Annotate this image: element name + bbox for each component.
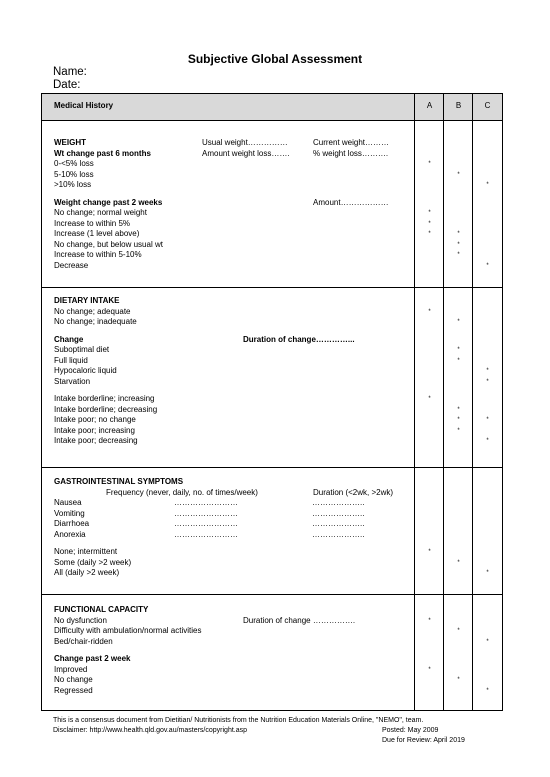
section-heading: Weight change past 2 weeks bbox=[54, 197, 163, 207]
item-label: Suboptimal diet bbox=[54, 345, 110, 354]
rating-mark-b: * bbox=[457, 357, 460, 364]
rating-mark-c: * bbox=[486, 378, 489, 385]
rating-mark-c: * bbox=[486, 570, 489, 576]
item-detail: Duration of change…………... bbox=[243, 334, 355, 344]
item-label: Increase (1 level above) bbox=[54, 229, 140, 238]
rating-mark-c: * bbox=[486, 438, 489, 444]
section-heading: Change past 2 week bbox=[54, 654, 131, 663]
column-header-a: A bbox=[426, 101, 433, 110]
table-header bbox=[42, 94, 502, 121]
item-label: Increase to within 5-10% bbox=[54, 250, 142, 259]
item-label: Vomiting bbox=[54, 508, 85, 518]
column-header-b: B bbox=[455, 101, 462, 110]
section-heading: FUNCTIONAL CAPACITY bbox=[54, 605, 149, 614]
section-divider bbox=[42, 594, 502, 595]
rating-mark-c: * bbox=[486, 687, 489, 694]
rating-mark-b: * bbox=[457, 628, 460, 634]
item-detail: …………………… bbox=[174, 519, 238, 528]
item-label: Full liquid bbox=[54, 355, 88, 365]
section-heading: GASTROINTESTINAL SYMPTOMS bbox=[54, 477, 184, 486]
rating-mark-a: * bbox=[428, 549, 431, 555]
rating-mark-b: * bbox=[457, 427, 460, 434]
rating-mark-c: * bbox=[486, 368, 489, 374]
item-label: Anorexia bbox=[54, 529, 86, 539]
item-detail: Duration of change ……………. bbox=[243, 615, 356, 625]
rating-mark-a: * bbox=[428, 666, 431, 673]
item-label: Intake poor; decreasing bbox=[54, 436, 138, 445]
section-heading: WEIGHT bbox=[54, 138, 86, 147]
rating-mark-b: * bbox=[457, 417, 460, 423]
rating-mark-a: * bbox=[428, 220, 431, 227]
item-label: Some (daily >2 week) bbox=[54, 557, 132, 567]
section-divider bbox=[42, 467, 502, 468]
name-label: Name: bbox=[53, 66, 87, 78]
rating-mark-c: * bbox=[486, 262, 489, 269]
item-label: No change; inadequate bbox=[54, 317, 137, 326]
rating-mark-b: * bbox=[457, 406, 460, 413]
rating-mark-c: * bbox=[486, 417, 489, 423]
item-label: Increase to within 5% bbox=[54, 218, 131, 228]
page-title: Subjective Global Assessment bbox=[187, 52, 363, 66]
assessment-table bbox=[41, 93, 503, 711]
footer-disclaimer: Disclaimer: http://www.health.qld.gov.au/masters/copyright.asp bbox=[53, 727, 248, 734]
item-detail: % weight loss………. bbox=[313, 148, 389, 158]
section-heading: DIETARY INTAKE bbox=[54, 296, 120, 305]
rating-mark-b: * bbox=[457, 319, 460, 325]
item-label: No dysfunction bbox=[54, 615, 107, 625]
rating-mark-b: * bbox=[457, 559, 460, 566]
item-detail: Usual weight…………… bbox=[202, 138, 288, 147]
item-label: No change bbox=[54, 675, 93, 684]
item-label: Diarrhoea bbox=[54, 519, 90, 528]
item-detail: Amount weight loss……. bbox=[202, 148, 290, 158]
item-label: Intake borderline; decreasing bbox=[54, 404, 158, 414]
item-detail: …………………… bbox=[174, 498, 238, 507]
item-detail: ……………….. bbox=[312, 498, 365, 507]
item-label: Intake poor; increasing bbox=[54, 425, 135, 435]
section-heading: Change bbox=[54, 334, 84, 344]
item-detail: Duration (<2wk, >2wk) bbox=[313, 487, 394, 497]
rating-mark-c: * bbox=[486, 182, 489, 188]
rating-mark-a: * bbox=[428, 308, 431, 315]
date-label: Date: bbox=[53, 79, 81, 91]
item-label: Regressed bbox=[54, 685, 93, 695]
rating-mark-b: * bbox=[457, 231, 460, 237]
rating-mark-b: * bbox=[457, 347, 460, 353]
item-label: Intake borderline; increasing bbox=[54, 394, 155, 403]
rating-mark-a: * bbox=[428, 210, 431, 216]
item-label: >10% loss bbox=[54, 180, 92, 189]
rating-mark-a: * bbox=[428, 396, 431, 402]
item-detail: …………………… bbox=[174, 529, 238, 539]
footer-review-date: Due for Review: April 2019 bbox=[382, 737, 465, 744]
footer-consensus-note: This is a consensus document from Dietitian/ Nutritionists from the Nutrition Education Materials Online, "NEMO", team. bbox=[53, 717, 424, 724]
item-label: Starvation bbox=[54, 376, 91, 386]
item-detail: Amount……………… bbox=[313, 197, 389, 207]
item-detail: Current weight……… bbox=[313, 138, 390, 147]
item-label: None; intermittent bbox=[54, 547, 118, 556]
rating-mark-b: * bbox=[457, 241, 460, 248]
item-label: Bed/chair-ridden bbox=[54, 636, 113, 646]
item-label: All (daily >2 week) bbox=[54, 568, 120, 577]
item-label: Intake poor; no change bbox=[54, 415, 136, 424]
rating-mark-a: * bbox=[428, 161, 431, 167]
rating-mark-a: * bbox=[428, 617, 431, 624]
item-detail: ……………….. bbox=[312, 529, 365, 539]
item-label: No change; normal weight bbox=[54, 208, 147, 217]
item-label: 0-<5% loss bbox=[54, 159, 94, 168]
footer-posted-date: Posted: May 2009 bbox=[382, 727, 439, 734]
item-label: No change, but below usual wt bbox=[54, 239, 163, 249]
item-label: Hypocaloric liquid bbox=[54, 366, 117, 375]
rating-mark-b: * bbox=[457, 171, 460, 178]
item-detail: ……………….. bbox=[312, 508, 365, 518]
item-label: Difficulty with ambulation/normal activities bbox=[54, 626, 202, 635]
rating-mark-b: * bbox=[457, 252, 460, 258]
section-heading: Wt change past 6 months bbox=[54, 148, 151, 158]
item-label: 5-10% loss bbox=[54, 169, 94, 179]
item-detail: …………………… bbox=[174, 508, 238, 518]
item-label: Improved bbox=[54, 664, 88, 674]
item-detail: ……………….. bbox=[312, 519, 365, 528]
rating-mark-c: * bbox=[486, 638, 489, 645]
item-label: No change; adequate bbox=[54, 306, 131, 316]
rating-mark-b: * bbox=[457, 677, 460, 683]
column-header-c: C bbox=[484, 101, 491, 110]
section-divider bbox=[42, 287, 502, 288]
item-label: Nausea bbox=[54, 498, 82, 507]
rating-mark-a: * bbox=[428, 231, 431, 237]
item-detail: Frequency (never, daily, no. of times/week) bbox=[106, 487, 258, 497]
medical-history-heading: Medical History bbox=[54, 101, 114, 110]
item-label: Decrease bbox=[54, 260, 89, 270]
